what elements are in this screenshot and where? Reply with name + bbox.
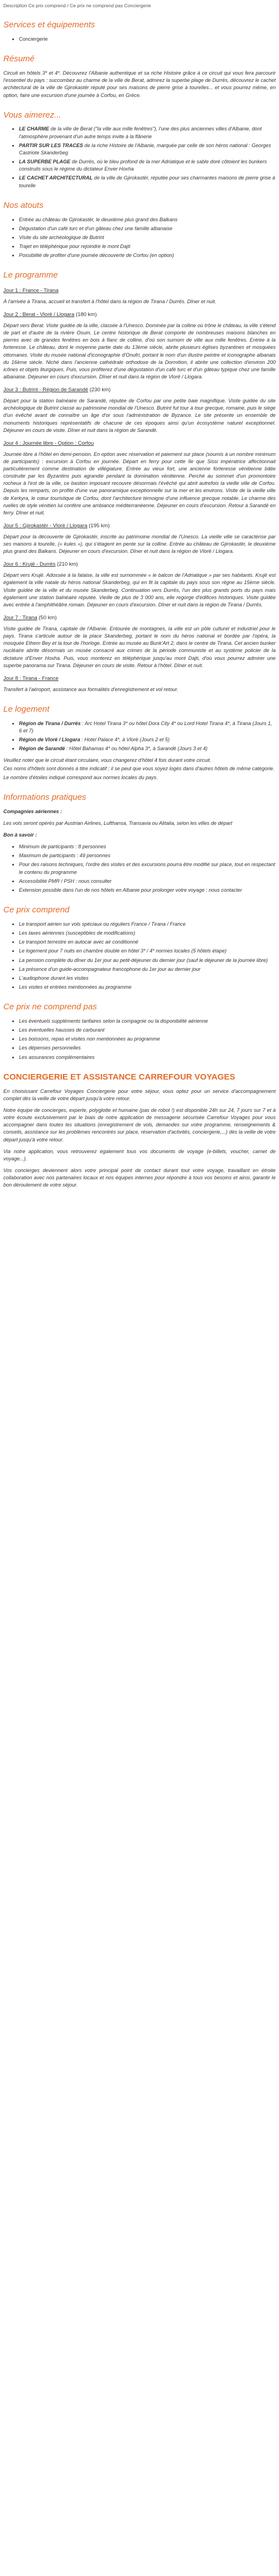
logement-hotels: : Hôtel Bahamas 4* ou hôtel Alpha 3*, à Sarandë (Jours 3 et 4) <box>65 746 208 752</box>
day-text: Visite guidée de Tirana, capitale de l'Albanie. Entourée de montagnes, la ville est un pôle culturel et industriel pour le pays. Tirana s'articule autour de la place Skanderbeg, portant le nom du héros national et bordée par l'opéra, la mosquée Ethem Bey et la tour de l'horloge. Entrée au musée au Bunk'Art 2, dans le centre de Tirana. Cet ancien bunker nucléaire abrite désormais un musée consacré aux crimes de la période communiste et au système policier de la dictature d'Enver Hoxha. Puis, vous monterez en téléphérique jusqu'au mont Dajti, d'où vous pourrez admirer une superbe panorama sur Tirana. Déjeuner en cours de visite. Retour à l'hôtel. Dîner et nuit. <box>3 625 276 668</box>
comprend-title: Ce prix comprend <box>3 905 70 915</box>
aimerez-item-text: de Durrës, où le bleu profond de la mer Adriatique et le sable doré côtoient les bunkers construits sous le régime du dictateur Enver Hoxha <box>19 159 267 172</box>
comprend-pas-list <box>3 1018 276 1061</box>
day-title-text: Jour 2 : Berat - Vlorë / Llogara <box>3 312 75 318</box>
day-distance: (50 km) <box>37 615 57 621</box>
day-title-text: Jour 7 : Tirana <box>3 615 37 621</box>
comprend-list <box>3 921 276 991</box>
logement-note: Ces noms d'hôtels sont donnés à titre indicatif ; il se peut que vous soyez logés dans d'autres hôtels de même catégorie. <box>3 766 275 772</box>
atouts-item: • Trajet en téléphérique pour rejoindre le mont Dajti <box>19 243 276 250</box>
day-title-text: Jour 3 : Butrint - Région de Sarandë <box>3 387 89 393</box>
logement-list <box>3 720 276 753</box>
logement-region: Région de Sarandë <box>19 746 65 752</box>
comprend-item: • Les visites et entrées mentionnées au programme <box>19 984 276 991</box>
infos-item: • Accessibilité PMR / PSH : nous consulter <box>19 878 276 885</box>
comprend-pas-item: • Les éventuels suppléments tarifaires selon la compagnie ou la disponibilité aérienne <box>19 1018 276 1025</box>
services-list <box>3 36 276 43</box>
logement-item <box>19 745 276 752</box>
conciergerie-title: CONCIERGERIE ET ASSISTANCE CARREFOUR VOYAGES <box>3 1072 235 1082</box>
resume-title: Résumé <box>3 54 35 64</box>
day-text: Départ pour la découverte de Gjirokastër, inscrite au patrimoine mondial de l'Unesco. La vieille ville se caractérise par ses maisons à tourelle, (« kules »), qui s'étagent en pente sur la colline. Entrée au château de Gjirokastër, le deuxième plus grand des Balkans. Déjeuner en cours d'excursion. Dîner et nuit dans la région de Vlorë / Llogara. <box>3 533 276 555</box>
comprend-pas-item: • Les dépenses personnelles <box>19 1044 276 1052</box>
services-item: • Conciergerie <box>19 36 276 43</box>
comprend-item: • Le transport aérien sur vols spéciaux ou réguliers France / Tirana / France <box>19 921 276 928</box>
comprend-pas-title: Ce prix ne comprend pas <box>3 1002 97 1012</box>
aimerez-item-bold: PARTIR SUR LES TRACES <box>19 142 83 148</box>
comprend-item: • Le transport terrestre en autocar avec air conditionné <box>19 939 276 946</box>
day-title-text: Jour 1 : France - Tirana <box>3 288 59 294</box>
logement-item <box>19 736 276 743</box>
breadcrumb: Description Ce prix comprend / Ce prix ne comprend pas Conciergerie <box>3 3 151 8</box>
infos-item: • Minimum de participants : 8 personnes <box>19 843 276 850</box>
atouts-list <box>3 216 276 260</box>
conciergerie-paragraph: En choisissant Carrefour Voyages Conciergerie pour votre séjour, vous optez pour un service d'accompagnement complet dès la veille de votre départ jusqu'à votre retour. <box>3 1088 276 1101</box>
logement-region: Région de Vlorë / Llogara <box>19 736 80 742</box>
logement-hotels: : Hotel Palace 4*, à Vlorë (Jours 2 et 5) <box>80 736 170 742</box>
aimerez-item-text: de la riche Histoire de l'Albanie, marquée par celle de son héros national : Georges Castriote Skanderbeg <box>19 142 271 155</box>
atouts-item: • Entrée au château de Gjirokastër, le deuxième plus grand des Balkans <box>19 216 276 223</box>
aimerez-title: Vous aimerez... <box>3 110 61 120</box>
infos-item: • Maximum de participants : 49 personnes <box>19 852 276 859</box>
day-title-text: Jour 6 : Krujë - Durrës <box>3 561 56 568</box>
day-title-text: Jour 8 : Tirana - France <box>3 675 59 682</box>
comprend-item: • Le logement pour 7 nuits en chambre double en hôtel 3* / 4* normes locales (5 hôtels étape) <box>19 947 276 955</box>
day-title <box>3 311 276 319</box>
need-label <box>3 832 276 839</box>
day-distance: (180 km) <box>74 312 97 318</box>
day-title-text: Jour 4 : Journée libre - Option : Corfou <box>3 440 94 446</box>
services-title: Services et équipements <box>3 20 95 30</box>
atouts-item: • Possibilité de profiter d'une journée découverte de Corfou (en option) <box>19 252 276 259</box>
day-title-text: Jour 5 : Gjirokastër - Vlorë / Llogara <box>3 523 88 529</box>
day-title <box>3 287 276 295</box>
day-text: Transfert à l'aéroport, assistance aux formalités d'enregistrement et vol retour. <box>3 686 179 692</box>
day-title <box>3 440 276 448</box>
day-text: Départ vers Krujë. Adossée à la falaise, la ville est surnommée « le balcon de l'Adriatique » par ses habitants. Krujë est également la ville natale du héros national Skanderbeg, qui en fit la capitale du pays sous son règne au 15ème siècle. Visite guidée de la ville et du musée Skanderbeg. Continuation vers Durrës, l'un des plus grands ports du pays mais également une station balnéaire réputée. Vieille de plus de 3 000 ans, elle regorge d'édifices historiques. Visite guidée avec entrée à l'amphithéâtre romain. Déjeuner en cours d'excursion. Dîner et nuit dans la région de Tirana / Durrës. <box>3 572 276 607</box>
logement-item <box>19 720 276 735</box>
logement-note: Le nombre d'étoiles indiqué correspond aux normes locales du pays. <box>3 774 158 780</box>
day-title <box>3 522 276 530</box>
infos-title: Informations pratiques <box>3 792 86 802</box>
day-title <box>3 561 276 568</box>
day-title <box>3 675 276 683</box>
logement-hotels: : Arc Hotel Tirana 3* ou hôtel Dora City 4* ou Lord Hotel Tirana 4*, à Tirana (Jours 1, 6 et 7) <box>19 720 272 733</box>
atouts-item: • Dégustation d'un café turc et d'un gâteau chez une famille albanaise <box>19 225 276 232</box>
day-title <box>3 386 276 394</box>
comprend-item: • La pension complète du dîner du 1er jour au petit-déjeuner du dernier jour (sauf le déjeuner de la journée libre) <box>19 957 276 964</box>
day-text: À l'arrivée à Tirana, accueil et transfert à l'hôtel dans la région de Tirana / Durrës. Dîner et nuit. <box>3 298 217 304</box>
comprend-pas-item: • Les boissons, repas et visites non mentionnées au programme <box>19 1036 276 1043</box>
aimerez-item-bold: LE CACHET ARCHITECTURAL <box>19 175 93 181</box>
aimerez-item-text: de la ville de Berat ("la ville aux mille fenêtres"), l'une des plus anciennes villes d'Albanie, dont l'atmosphère provenant d'un autre temps invite à la flânerie <box>19 126 262 139</box>
comprend-item: • L'audiophone durant les visites <box>19 975 276 982</box>
aimerez-item <box>19 125 276 140</box>
conciergerie-paragraph: Via notre application, vous retrouverez également tous vos documents de voyage (e-billets, voucher, carnet de voyage...). <box>3 1148 276 1161</box>
need-label-text: Bon à savoir : <box>3 832 37 838</box>
logement-note: Veuillez noter que le circuit étant circulaire, vous changerez d'hôtel 4 fois durant votre circuit. <box>3 757 211 764</box>
aimerez-item-bold: LA SUPERBE PLAGE <box>19 159 71 165</box>
programme-title: Le programme <box>3 270 58 280</box>
comprend-pas-item: • Les assurances complémentaires <box>19 1054 276 1061</box>
day-text: Départ pour la station balnéaire de Sarandë, réputée de Corfou par une petite baie magnifique. Visite guidée du site archéologique de Butrint classé au patrimoine mondial de l'Unesco. Butrint fut tour à tour grecque, romaine, puis le siège d'un évêché avant de connaître un âge d'or sous l'administration de Byzance. Le site présente un ensemble de monuments historiques représentatifs de chacune de ces époques ainsi qu'un écosystème naturel exceptionnel. Déjeuner en cours de visite. Dîner et nuit dans la région de Sarandë. <box>3 398 276 433</box>
day-title <box>3 614 276 622</box>
comprend-pas-item: • Les éventuelles hausses de carburant <box>19 1027 276 1034</box>
aimerez-item <box>19 158 276 173</box>
infos-list <box>3 843 276 894</box>
aimerez-item <box>19 142 276 157</box>
day-distance: (210 km) <box>55 561 78 568</box>
day-text: Départ vers Berat. Visite guidée de la ville, classée à l'Unesco. Dominée par la colline où trône le château, la ville s'étend de part et d'autre de la rivière Osum. Le centre historique de Berat comporte de nombreuses maisons blanches en pierres avec de grandes fenêtres en bois à flanc de colline, d'où son surnom de ville aux mille fenêtres. Entrée à la forteresse. Le château, dont le moyenne partie date du 13ème siècle, abrite plusieurs églises byzantines et mosquées ottomanes. Visite du musée national d'iconographie d'Onufri, portant le nom d'un illustre peintre et iconographe albanais du 16ème siècle. Niché dans l'ancienne cathédrale orthodoxe de la Dormition, il abrite une collection d'environ 200 icônes et objets liturgiques. Puis, vous profiterez d'une dégustation d'un café turc et d'un gâteau typique chez une famille albanaise. Déjeuner en cours d'excursion. Dîner et nuit dans la région de Vlorë / Llogara. <box>3 322 276 380</box>
logement-region: Région de Tirana / Durrës <box>19 720 81 726</box>
aimerez-item-bold: LE CHARME <box>19 126 50 132</box>
infos-item: • Pour des raisons techniques, l'ordre des visites et des excursions pourra être modifié sur place, tout en respectant le contenu du programme <box>19 861 276 876</box>
conciergerie-paragraph: Vos concierges deviennent alors votre principal point de contact durant tout votre voyage, travaillant en étroite collaboration avec nos partenaires locaux et nos équipes internes pour répondre à tous vos besoins et ainsi, garantir le bon déroulement de votre séjour. <box>3 1168 276 1188</box>
aimerez-item-text: de la ville de Gjirokastër, réputée pour ses charmantes maisons de pierre grise à tourelle <box>19 175 276 188</box>
companies-label <box>3 808 276 815</box>
companies-label-text: Compagnies aériennes : <box>3 808 62 814</box>
infos-item: • Extension possible dans l'un de nos hôtels en Albanie pour prolonger votre voyage : nous contacter <box>19 887 276 894</box>
day-text: Journée libre à l'hôtel en demi-pension. En option avec réservation et paiement sur place (soumis à un nombre minimum de participants) : excursion à Corfou en journée. Départ en ferry pour cette île que Sissi impératrice affectionnait particulièrement comme destination de villégiature. Entrée au vieux fort, une ancienne forteresse vénitienne bâtie construite par les Byzantins puis agrandie pendant la domination vénitienne. Perché au sommet d'un promontoire rocheux à l'est de la ville, ce bastion imposant recouvre désormais l'évêché qui abrit autrefois la vieille ville de Corfou. Depuis les remparts, on profite d'une vue panoramique exceptionnelle sur la mer et les environs. Visite de la vieille ville de Kerkyra, le cœur touristique de Corfou, dont l'architecture témoigne d'une influence grecque notable. Le charme des ruelles de style vénitien lui confère une ambiance méditerranéenne. Déjeuner en cours d'excursion. Retour à Sarandë en ferry. Dîner et nuit. <box>3 451 276 516</box>
resume-text: Circuit en hôtels 3* et 4*. Découvrez l'Albanie authentique et sa riche Histoire grâce à ce circuit qui vous fera parcourir l'essentiel du pays : succombez au charme de la ville de Berat, admirez la superbe plage de Durrës, découvrez le cachet architectural de la ville de Gjirokastër réputé pour ses maisons de pierre grise à tourelles... et vous pourrez même, en option, faire une excursion d'une journée à Corfou, en Grèce. <box>3 70 276 98</box>
atouts-title: Nos atouts <box>3 200 44 210</box>
conciergerie-paragraph: Notre équipe de concierges, experte, polyglotte et humaine (pas de robot !) est disponible 24h sur 24, 7 jours sur 7 et à votre écoute exclusivement par le biais de notre application de messagerie sécurisée Carrefour Voyages pour vous accompagner dans toutes les situations (enregistrement de vols, demandes sur votre programme, renseignements & conseils, assistance sur les problèmes rencontrés sur place, réservation d'activités, conciergerie,...) dès la veille de votre départ jusqu'à votre retour. <box>3 1107 276 1143</box>
page <box>0 0 279 1205</box>
day-distance: (195 km) <box>87 523 110 529</box>
comprend-item: • La présence d'un guide-accompagnateur francophone du 1er jour au dernier jour <box>19 966 276 973</box>
companies-text: Les vols seront opérés par Austrian Airlines, Lufthansa, Transavia ou Alitalia, selon les villes de départ <box>3 820 233 826</box>
aimerez-item <box>19 174 276 189</box>
logement-title: Le logement <box>3 704 50 714</box>
day-distance: (230 km) <box>88 387 111 393</box>
comprend-item: • Les taxes aériennes (susceptibles de modifications) <box>19 930 276 937</box>
atouts-item: • Visite du site archéologique de Butrint <box>19 234 276 241</box>
aimerez-list <box>3 125 276 189</box>
